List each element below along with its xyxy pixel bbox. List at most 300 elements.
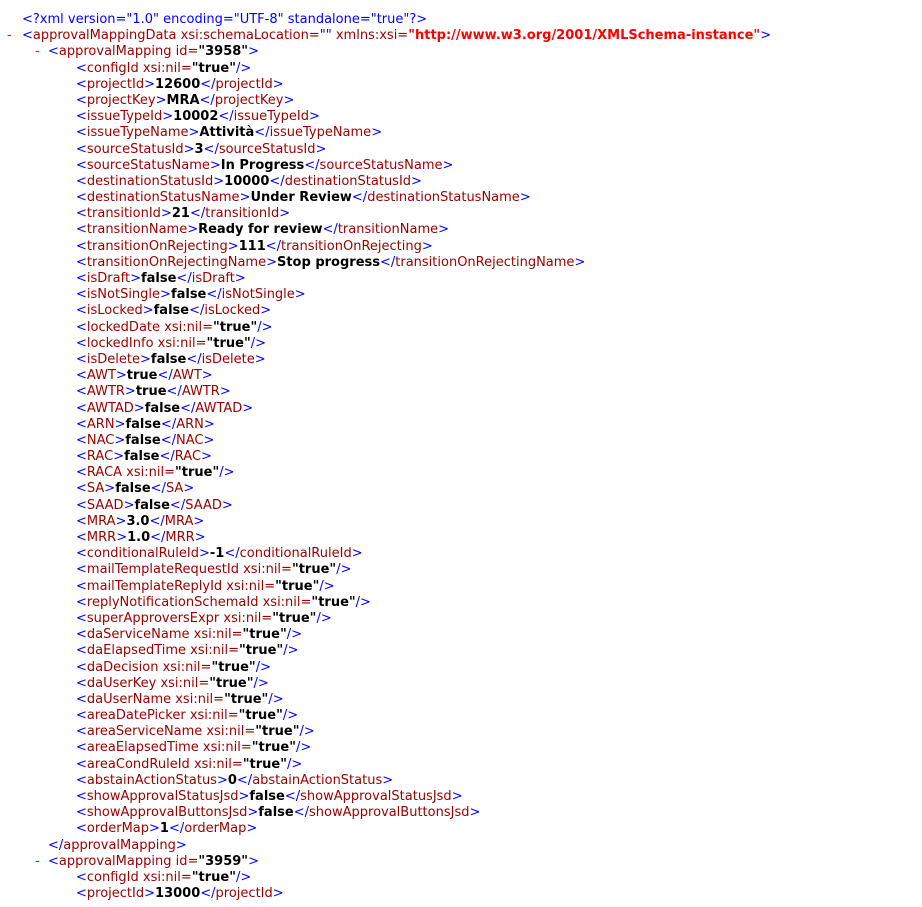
xml-line-text: [76, 530, 206, 546]
self-close-bracket: />: [287, 756, 303, 772]
self-close-bracket: />: [286, 627, 303, 643]
element-value: Attività: [199, 125, 255, 141]
attribute-name: xsi:nil=: [189, 627, 243, 643]
closing-tag-name: sourceStatusName: [319, 157, 443, 173]
close-tag-bracket: </: [269, 173, 285, 189]
xml-line-text: [76, 676, 269, 692]
self-close-bracket: />: [283, 643, 299, 659]
open-bracket: <: [76, 254, 87, 270]
close-tag-bracket: </: [224, 546, 240, 562]
xml-line-text: [76, 352, 266, 368]
close-tag-bracket: </: [199, 92, 215, 108]
tag-name: issueTypeId: [86, 109, 163, 125]
attribute-value: "true": [275, 578, 320, 594]
attribute-name: xsi:nil=: [158, 659, 212, 675]
xml-line-text: [76, 724, 315, 740]
xml-element-line: [0, 190, 922, 206]
close-bracket: >: [149, 821, 160, 837]
self-close-bracket: />: [355, 594, 371, 610]
xml-line-text: [76, 595, 371, 611]
closing-tag-name: AWTR: [181, 384, 220, 400]
open-bracket: <: [76, 724, 87, 740]
closing-tag-name: transitionOnRejectingName: [395, 254, 575, 270]
xml-element-line: [0, 740, 922, 756]
collapse-toggle[interactable]: -: [7, 28, 12, 44]
element-value: MRA: [166, 92, 200, 108]
tag-name: orderMap: [86, 821, 150, 837]
close-tag-bracket: </: [200, 76, 216, 92]
open-bracket: <: [76, 222, 87, 238]
self-close-bracket: />: [268, 691, 284, 707]
collapse-toggle[interactable]: -: [35, 853, 40, 869]
xml-line-text: [76, 93, 294, 109]
close-tag-bracket: </: [189, 206, 206, 222]
closing-tag-name: isDelete: [201, 351, 255, 367]
xml-element-line: [0, 870, 922, 886]
close-bracket: >: [203, 416, 215, 432]
xml-element-line: [0, 579, 922, 595]
xml-line-text: [76, 546, 363, 562]
close-bracket: >: [198, 546, 210, 562]
close-tag-bracket: </: [160, 416, 177, 432]
element-value: true: [135, 384, 167, 400]
attribute-name: xmlns:xsi=: [331, 28, 409, 44]
tag-name: transitionName: [86, 222, 188, 238]
xml-line-text: [76, 336, 266, 352]
attribute-name: id=: [171, 853, 199, 869]
xml-line-text: [76, 465, 235, 481]
xml-element-line: [0, 595, 922, 611]
attribute-name: xsi:nil=: [138, 869, 192, 885]
close-bracket: >: [242, 400, 254, 416]
self-close-bracket: />: [235, 869, 252, 885]
xml-line-text: [76, 870, 251, 886]
xml-line-text: [76, 498, 233, 514]
tag-name: showApprovalButtonsJsd: [86, 805, 248, 821]
open-bracket: <: [76, 157, 87, 173]
element-value: true: [126, 368, 158, 384]
close-bracket: >: [213, 173, 225, 189]
element-value: false: [258, 805, 294, 821]
xml-element-line: [0, 449, 922, 465]
attribute-value: "true": [206, 335, 251, 351]
xml-line-text: [76, 125, 382, 141]
tag-name: transitionId: [86, 206, 161, 222]
tag-name: showApprovalStatusJsd: [86, 789, 239, 804]
close-bracket: >: [221, 497, 233, 513]
close-tag-bracket: </: [284, 789, 301, 804]
open-bracket: <: [76, 708, 87, 724]
xml-element-line: [0, 239, 922, 255]
close-bracket: >: [160, 206, 172, 222]
xml-element-line: [0, 627, 922, 643]
tag-name: areaDatePicker: [86, 708, 186, 724]
tag-name: lockedInfo: [86, 335, 154, 351]
open-bracket: <: [76, 141, 87, 157]
close-bracket: >: [272, 886, 284, 902]
xml-element-line: [0, 465, 922, 481]
xml-line-text: [76, 384, 231, 400]
open-bracket: <: [76, 303, 87, 319]
attribute-value: "true": [255, 724, 300, 740]
close-tag-bracket: </: [254, 125, 270, 141]
self-close-bracket: />: [282, 708, 299, 724]
tag-name: transitionOnRejectingName: [86, 254, 267, 270]
mapping-open-tag: [0, 854, 922, 870]
open-bracket: <: [76, 76, 87, 92]
tag-name: areaCondRuleId: [86, 756, 190, 772]
element-value: false: [150, 351, 187, 367]
open-bracket: <: [76, 173, 87, 189]
open-bracket: <: [76, 109, 87, 125]
xml-element-line: [0, 514, 922, 530]
closing-tag-name: approvalMapping: [63, 837, 176, 853]
xml-line-text: [76, 449, 212, 465]
close-bracket: >: [114, 416, 126, 432]
mapping-open-tag: [0, 44, 922, 60]
close-bracket: >: [260, 303, 272, 319]
open-bracket: <: [76, 627, 87, 643]
close-bracket: >: [140, 351, 151, 367]
open-bracket: <: [76, 465, 87, 481]
close-bracket: >: [238, 789, 250, 804]
close-bracket: >: [254, 351, 266, 367]
element-value: false: [125, 416, 161, 432]
closing-tag-name: SA: [165, 481, 184, 497]
tag-name: isNotSingle: [86, 287, 161, 303]
self-close-bracket: />: [336, 562, 352, 578]
attribute-name: xsi:nil=: [202, 724, 256, 740]
xml-line-text: [76, 109, 320, 125]
close-bracket: >: [201, 449, 212, 465]
open-bracket: <: [76, 400, 87, 416]
open-bracket: <: [48, 44, 59, 60]
open-bracket: <: [76, 125, 87, 141]
close-bracket: >: [144, 886, 156, 902]
xml-element-line: [0, 481, 922, 497]
xml-element-line: [0, 643, 922, 659]
open-bracket: <: [48, 853, 59, 869]
close-bracket: >: [411, 173, 422, 189]
open-bracket: <: [76, 432, 87, 448]
open-bracket: <: [76, 206, 87, 222]
xml-line-text: [48, 838, 187, 854]
xml-line-text: [48, 854, 259, 870]
attribute-name: xsi:nil=: [258, 594, 312, 610]
xml-element-line: [0, 498, 922, 514]
tag-name: SA: [86, 481, 105, 497]
mapping-close-tag: [0, 838, 922, 854]
close-bracket: >: [246, 821, 258, 837]
open-bracket: <: [76, 497, 87, 513]
collapse-toggle[interactable]: -: [35, 44, 40, 60]
element-value: false: [115, 481, 151, 497]
close-tag-bracket: </: [322, 222, 338, 238]
attribute-value: "true": [238, 708, 283, 724]
attribute-value: "3959": [198, 853, 249, 869]
close-bracket: >: [183, 141, 195, 157]
element-value: false: [144, 400, 181, 416]
tag-name: projectId: [86, 886, 145, 902]
tag-name: destinationStatusName: [86, 190, 240, 206]
close-bracket: >: [227, 238, 239, 254]
self-close-bracket: />: [253, 675, 269, 691]
xml-line-text: [76, 789, 463, 805]
open-bracket: <: [76, 546, 87, 562]
xml-line-text: [76, 303, 271, 319]
attribute-name: xsi:nil=: [122, 465, 175, 481]
attribute-value: "true": [242, 756, 288, 772]
close-bracket: >: [272, 76, 284, 92]
close-bracket: >: [155, 92, 167, 108]
attribute-value: "true": [191, 869, 236, 885]
open-bracket: <: [76, 869, 87, 885]
attribute-value: "true": [238, 643, 284, 659]
close-tag-bracket: </: [304, 157, 320, 173]
tag-name: daDecision: [86, 659, 159, 675]
closing-tag-name: ARN: [176, 416, 204, 432]
close-bracket: >: [382, 772, 394, 788]
xml-element-line: [0, 821, 922, 837]
element-value: Under Review: [250, 190, 352, 206]
close-bracket: >: [469, 805, 481, 821]
closing-tag-name: AWT: [172, 368, 202, 384]
xml-element-line: [0, 206, 922, 222]
self-close-bracket: />: [295, 740, 312, 756]
tag-name: approvalMapping: [58, 853, 172, 869]
self-close-bracket: />: [316, 610, 332, 626]
open-bracket: <: [76, 238, 87, 254]
tag-name: approvalMapping: [58, 44, 172, 60]
closing-tag-name: isNotSingle: [221, 287, 295, 303]
closing-tag-name: SAAD: [185, 497, 222, 513]
xml-line-text: [22, 12, 427, 28]
open-bracket: <: [76, 449, 87, 465]
close-bracket: >: [279, 206, 291, 222]
xml-line-text: [76, 514, 204, 530]
open-bracket: <: [76, 190, 87, 206]
attribute-value: "true": [311, 594, 356, 610]
xml-element-line: [0, 336, 922, 352]
xml-line-text: [76, 805, 480, 821]
tag-name: sourceStatusName: [86, 157, 210, 173]
close-tag-bracket: </: [160, 432, 177, 448]
close-bracket: >: [248, 44, 259, 60]
attribute-value: "": [319, 28, 332, 44]
close-bracket: >: [124, 384, 136, 400]
xml-element-line: [0, 805, 922, 821]
tag-name: NAC: [86, 432, 115, 448]
close-tag-bracket: </: [180, 400, 196, 416]
tag-name: projectId: [86, 76, 145, 92]
close-bracket: >: [115, 513, 127, 529]
element-value: 1.0: [127, 530, 151, 545]
xml-element-line: [0, 530, 922, 546]
attribute-value: "true": [272, 610, 317, 626]
close-tag-bracket: </: [150, 530, 166, 545]
xml-tree-viewer: [0, 12, 922, 902]
closing-tag-name: showApprovalStatusJsd: [300, 789, 452, 804]
element-value: false: [134, 497, 170, 513]
attribute-name: xsi:nil=: [171, 691, 225, 707]
attribute-name: xsi:nil=: [153, 335, 207, 351]
xml-element-line: [0, 125, 922, 141]
close-bracket: >: [309, 109, 320, 125]
tag-name: AWTR: [86, 384, 125, 400]
close-tag-bracket: </: [379, 254, 396, 270]
close-tag-bracket: </: [203, 141, 219, 157]
open-bracket: <: [76, 675, 87, 691]
close-tag-bracket: </: [168, 821, 185, 837]
xml-line-text: [76, 821, 257, 837]
xml-element-line: [0, 611, 922, 627]
xml-line-text: [76, 627, 302, 643]
attribute-value: "http://www.w3.org/2001/XMLSchema-instance": [408, 28, 761, 44]
close-bracket: >: [760, 28, 772, 44]
xml-line-text: [22, 28, 771, 44]
open-bracket: <: [76, 351, 87, 367]
xml-line-text: [76, 481, 194, 497]
close-bracket: >: [115, 368, 127, 384]
attribute-name: xsi:schemaLocation=: [176, 28, 320, 44]
tag-name: abstainActionStatus: [86, 772, 217, 788]
xml-element-line: [0, 174, 922, 190]
attribute-name: xsi:nil=: [189, 756, 243, 772]
close-tag-bracket: </: [351, 190, 368, 206]
closing-tag-name: AWTAD: [195, 400, 243, 416]
tag-name: daUserName: [86, 691, 172, 707]
xml-element-line: [0, 222, 922, 238]
open-bracket: <: [76, 92, 87, 108]
tag-name: MRA: [86, 513, 116, 529]
tag-name: projectKey: [86, 92, 156, 108]
xml-element-line: [0, 303, 922, 319]
xml-element-line: [0, 320, 922, 336]
close-bracket: >: [266, 254, 277, 270]
open-bracket: <: [76, 610, 87, 626]
closing-tag-name: transitionName: [337, 222, 439, 238]
tag-name: mailTemplateRequestId: [86, 562, 239, 578]
xml-element-line: [0, 109, 922, 125]
open-bracket: <: [76, 60, 87, 76]
close-bracket: >: [442, 157, 454, 173]
close-bracket: >: [574, 254, 586, 270]
xml-element-line: [0, 886, 922, 902]
close-bracket: >: [283, 92, 295, 108]
self-close-bracket: />: [299, 724, 315, 740]
close-tag-bracket: </: [293, 805, 310, 821]
closing-tag-name: conditionalRuleId: [239, 546, 352, 562]
close-bracket: >: [193, 513, 205, 529]
attribute-value: "true": [242, 627, 287, 643]
attribute-value: "true": [251, 740, 296, 756]
xml-line-text: [76, 886, 284, 902]
open-bracket: <: [76, 691, 87, 707]
closing-tag-name: projectKey: [214, 92, 284, 108]
close-bracket: >: [142, 303, 154, 319]
close-tag-bracket: </: [149, 513, 165, 529]
attribute-name: id=: [171, 44, 199, 60]
xml-line-text: [76, 271, 246, 287]
xml-declaration-text: <?xml version="1.0" encoding="UTF-8" standalone="true"?>: [22, 12, 428, 27]
self-close-bracket: />: [255, 659, 271, 675]
xml-line-text: [76, 773, 393, 789]
element-value: Stop progress: [276, 254, 380, 270]
close-bracket: >: [234, 271, 246, 286]
xml-element-line: [0, 660, 922, 676]
open-bracket: <: [76, 594, 87, 610]
self-close-bracket: />: [257, 319, 273, 335]
closing-tag-name: destinationStatusId: [284, 173, 412, 189]
xml-element-line: [0, 708, 922, 724]
close-tag-bracket: </: [169, 497, 186, 513]
tag-name: daElapsedTime: [86, 643, 187, 659]
xml-line-text: [76, 433, 214, 449]
element-value: In Progress: [220, 157, 305, 173]
xml-element-line: [0, 433, 922, 449]
close-bracket: >: [421, 238, 433, 254]
open-bracket: <: [76, 740, 87, 756]
xml-line-text: [76, 562, 351, 578]
xml-line-text: [76, 320, 273, 336]
element-value: 21: [171, 206, 190, 222]
tag-name: ARN: [86, 416, 115, 432]
xml-element-line: [0, 562, 922, 578]
open-bracket: <: [76, 886, 87, 902]
closing-tag-name: issueTypeName: [269, 125, 372, 141]
close-tag-bracket: </: [200, 886, 216, 902]
open-bracket: <: [76, 271, 87, 286]
xml-line-text: [76, 206, 290, 222]
xml-line-text: [76, 579, 335, 595]
xml-element-line: [0, 158, 922, 174]
close-bracket: >: [216, 772, 228, 788]
xml-line-text: [76, 255, 585, 271]
close-bracket: >: [187, 222, 199, 238]
closing-tag-name: transitionId: [205, 206, 280, 222]
xml-line-text: [76, 77, 284, 93]
open-bracket: <: [76, 643, 87, 659]
tag-name: RAC: [86, 449, 114, 465]
self-close-bracket: />: [319, 578, 335, 594]
xml-line-text: [76, 692, 284, 708]
element-value: 3.0: [126, 513, 150, 529]
attribute-name: xsi:nil=: [219, 610, 273, 626]
closing-tag-name: NAC: [176, 432, 204, 448]
close-bracket: >: [203, 432, 215, 448]
xml-element-line: [0, 724, 922, 740]
element-value: 13000: [155, 886, 201, 902]
xml-element-line: [0, 692, 922, 708]
closing-tag-name: sourceStatusId: [218, 141, 316, 157]
close-bracket: >: [183, 481, 195, 497]
attribute-value: "true": [211, 659, 256, 675]
close-tag-bracket: </: [166, 384, 182, 400]
close-bracket: >: [219, 384, 231, 400]
xml-element-line: [0, 676, 922, 692]
close-tag-bracket: </: [157, 368, 173, 384]
xml-element-line: [0, 789, 922, 805]
xml-line-text: [76, 417, 215, 433]
tag-name: approvalMappingData: [32, 28, 177, 44]
close-bracket: >: [315, 141, 327, 157]
close-tag-bracket: </: [265, 238, 282, 254]
close-bracket: >: [114, 432, 126, 448]
close-bracket: >: [113, 449, 125, 465]
element-value: false: [140, 271, 177, 286]
close-bracket: >: [201, 368, 213, 384]
open-bracket: <: [76, 335, 87, 351]
